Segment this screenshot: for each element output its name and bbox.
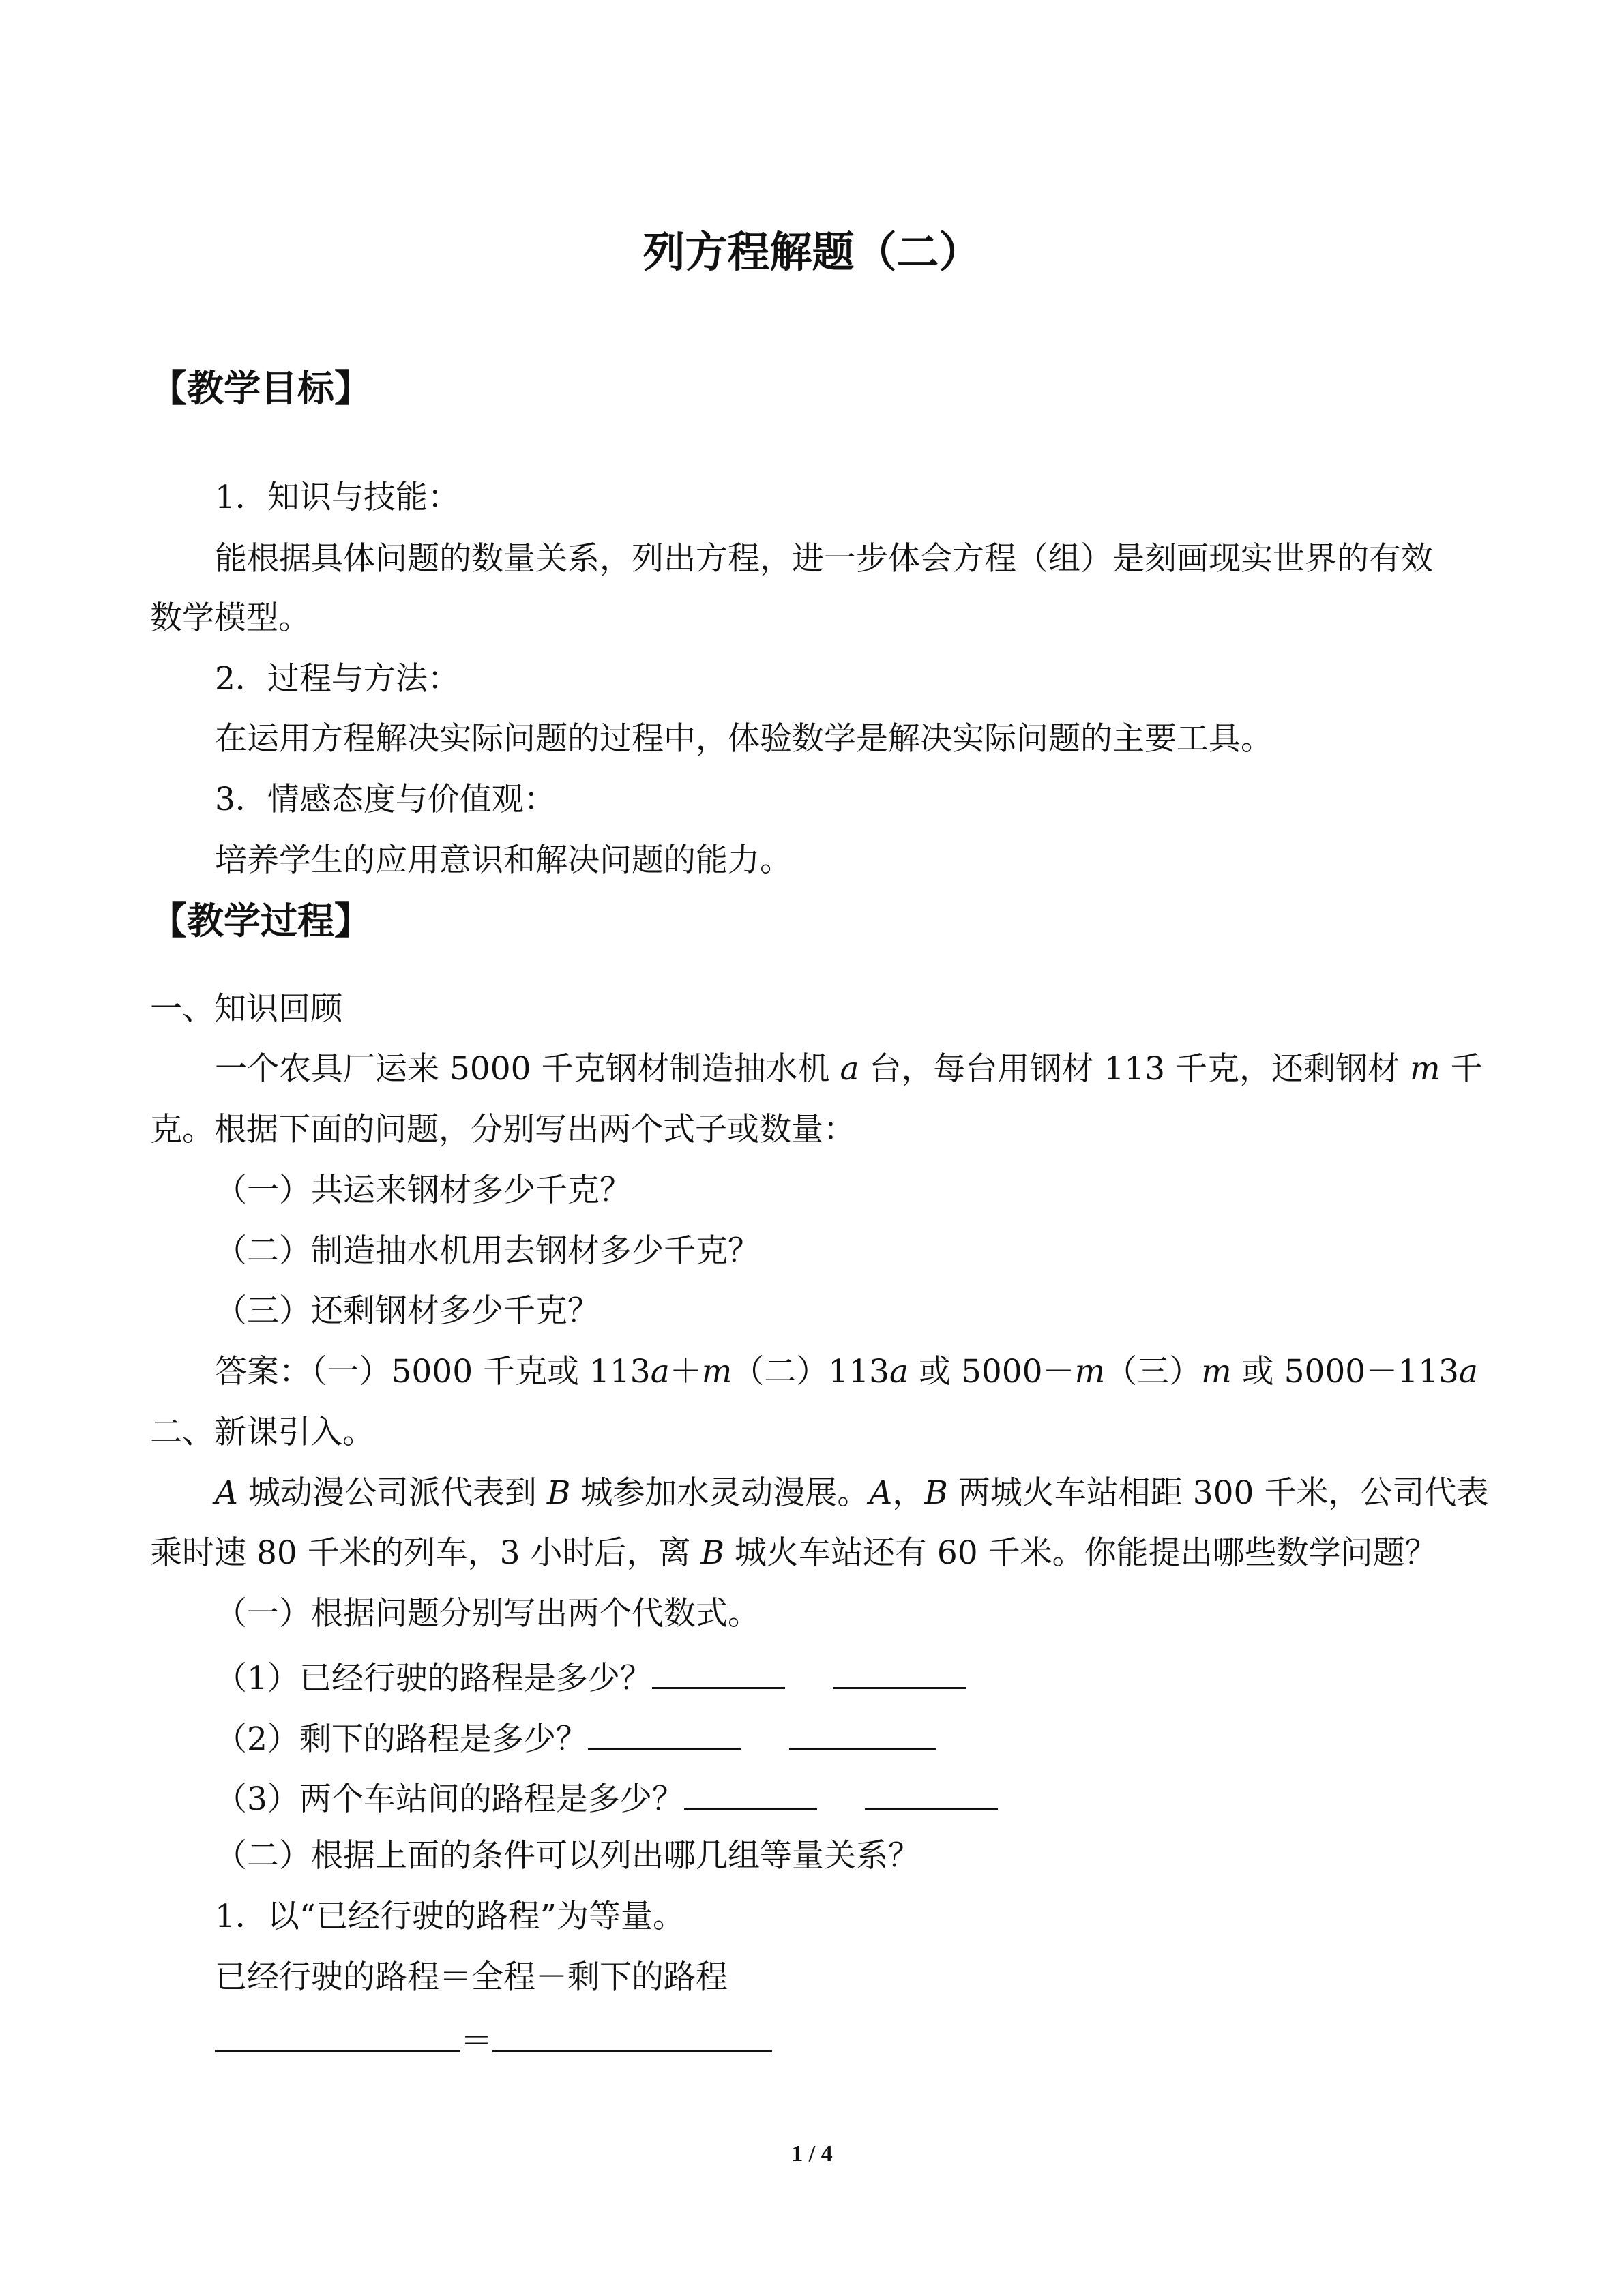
part1-question-1: （一）共运来钢材多少千克？	[215, 1172, 632, 1209]
part2-question-3: （3）两个车站间的路程是多少？	[215, 1775, 998, 1820]
section-heading-goals: 【教学目标】	[150, 367, 371, 410]
equals-sign: ＝	[460, 2023, 492, 2060]
answer-blank[interactable]	[492, 2017, 772, 2052]
goal-item-1-text-cont: 数学模型。	[150, 599, 310, 637]
part2-paragraph-cont: 乘时速 80 千米的列车，3 小时后，离 B 城火车站还有 60 千米。你能提出哪些数学问题？	[150, 1534, 1437, 1572]
part2-question-1: （1）已经行驶的路程是多少？	[215, 1654, 966, 1699]
part2-label: 二、新课引入。	[150, 1414, 374, 1451]
section-heading-process: 【教学过程】	[150, 899, 371, 942]
answer-blank[interactable]	[865, 1775, 998, 1810]
goal-item-3-text: 培养学生的应用意识和解决问题的能力。	[215, 841, 792, 879]
part1-paragraph: 一个农具厂运来 5000 千克钢材制造抽水机 a 台，每台用钢材 113 千克，还剩钢材 m 千	[215, 1050, 1483, 1088]
equation-1-text: 已经行驶的路程＝全程－剩下的路程	[215, 1958, 728, 1996]
part1-paragraph-cont: 克。根据下面的问题，分别写出两个式子或数量：	[150, 1111, 855, 1148]
answer-blank[interactable]	[789, 1715, 936, 1750]
page-number: 1 / 4	[791, 2141, 833, 2166]
part1-question-2: （二）制造抽水机用去钢材多少千克？	[215, 1232, 760, 1270]
goal-item-3-label: 3．情感态度与价值观：	[215, 781, 556, 818]
part1-question-3: （三）还剩钢材多少千克？	[215, 1292, 600, 1330]
part1-label: 一、知识回顾	[150, 990, 342, 1028]
page-title: 列方程解题（二）	[643, 227, 981, 277]
goal-item-1-text: 能根据具体问题的数量关系，列出方程，进一步体会方程（组）是刻画现实世界的有效	[215, 540, 1433, 578]
goal-item-2-text: 在运用方程解决实际问题的过程中，体验数学是解决实际问题的主要工具。	[215, 720, 1273, 758]
answer-blank[interactable]	[652, 1654, 785, 1689]
answer-blank[interactable]	[684, 1775, 817, 1810]
goal-item-2-label: 2．过程与方法：	[215, 660, 460, 698]
answer-blank[interactable]	[588, 1715, 741, 1750]
part2-paragraph: A 城动漫公司派代表到 B 城参加水灵动漫展。A，B 两城火车站相距 300 千米，公司代表	[215, 1474, 1489, 1512]
answer-blank[interactable]	[215, 2017, 460, 2052]
part2-subheading-2: （二）根据上面的条件可以列出哪几组等量关系？	[215, 1837, 920, 1875]
part2-question-2: （2）剩下的路程是多少？	[215, 1715, 936, 1760]
part1-answer: 答案：（一）5000 千克或 113a＋m（二）113a 或 5000－m（三）m 或 5000－113a	[215, 1353, 1478, 1390]
goal-item-1-label: 1．知识与技能：	[215, 479, 460, 516]
part2-subheading-1: （一）根据问题分别写出两个代数式。	[215, 1595, 760, 1632]
answer-blank[interactable]	[833, 1654, 966, 1689]
equation-1-blanks	[215, 2017, 772, 2062]
equation-1-label: 1．以“已经行驶的路程”为等量。	[215, 1898, 685, 1935]
